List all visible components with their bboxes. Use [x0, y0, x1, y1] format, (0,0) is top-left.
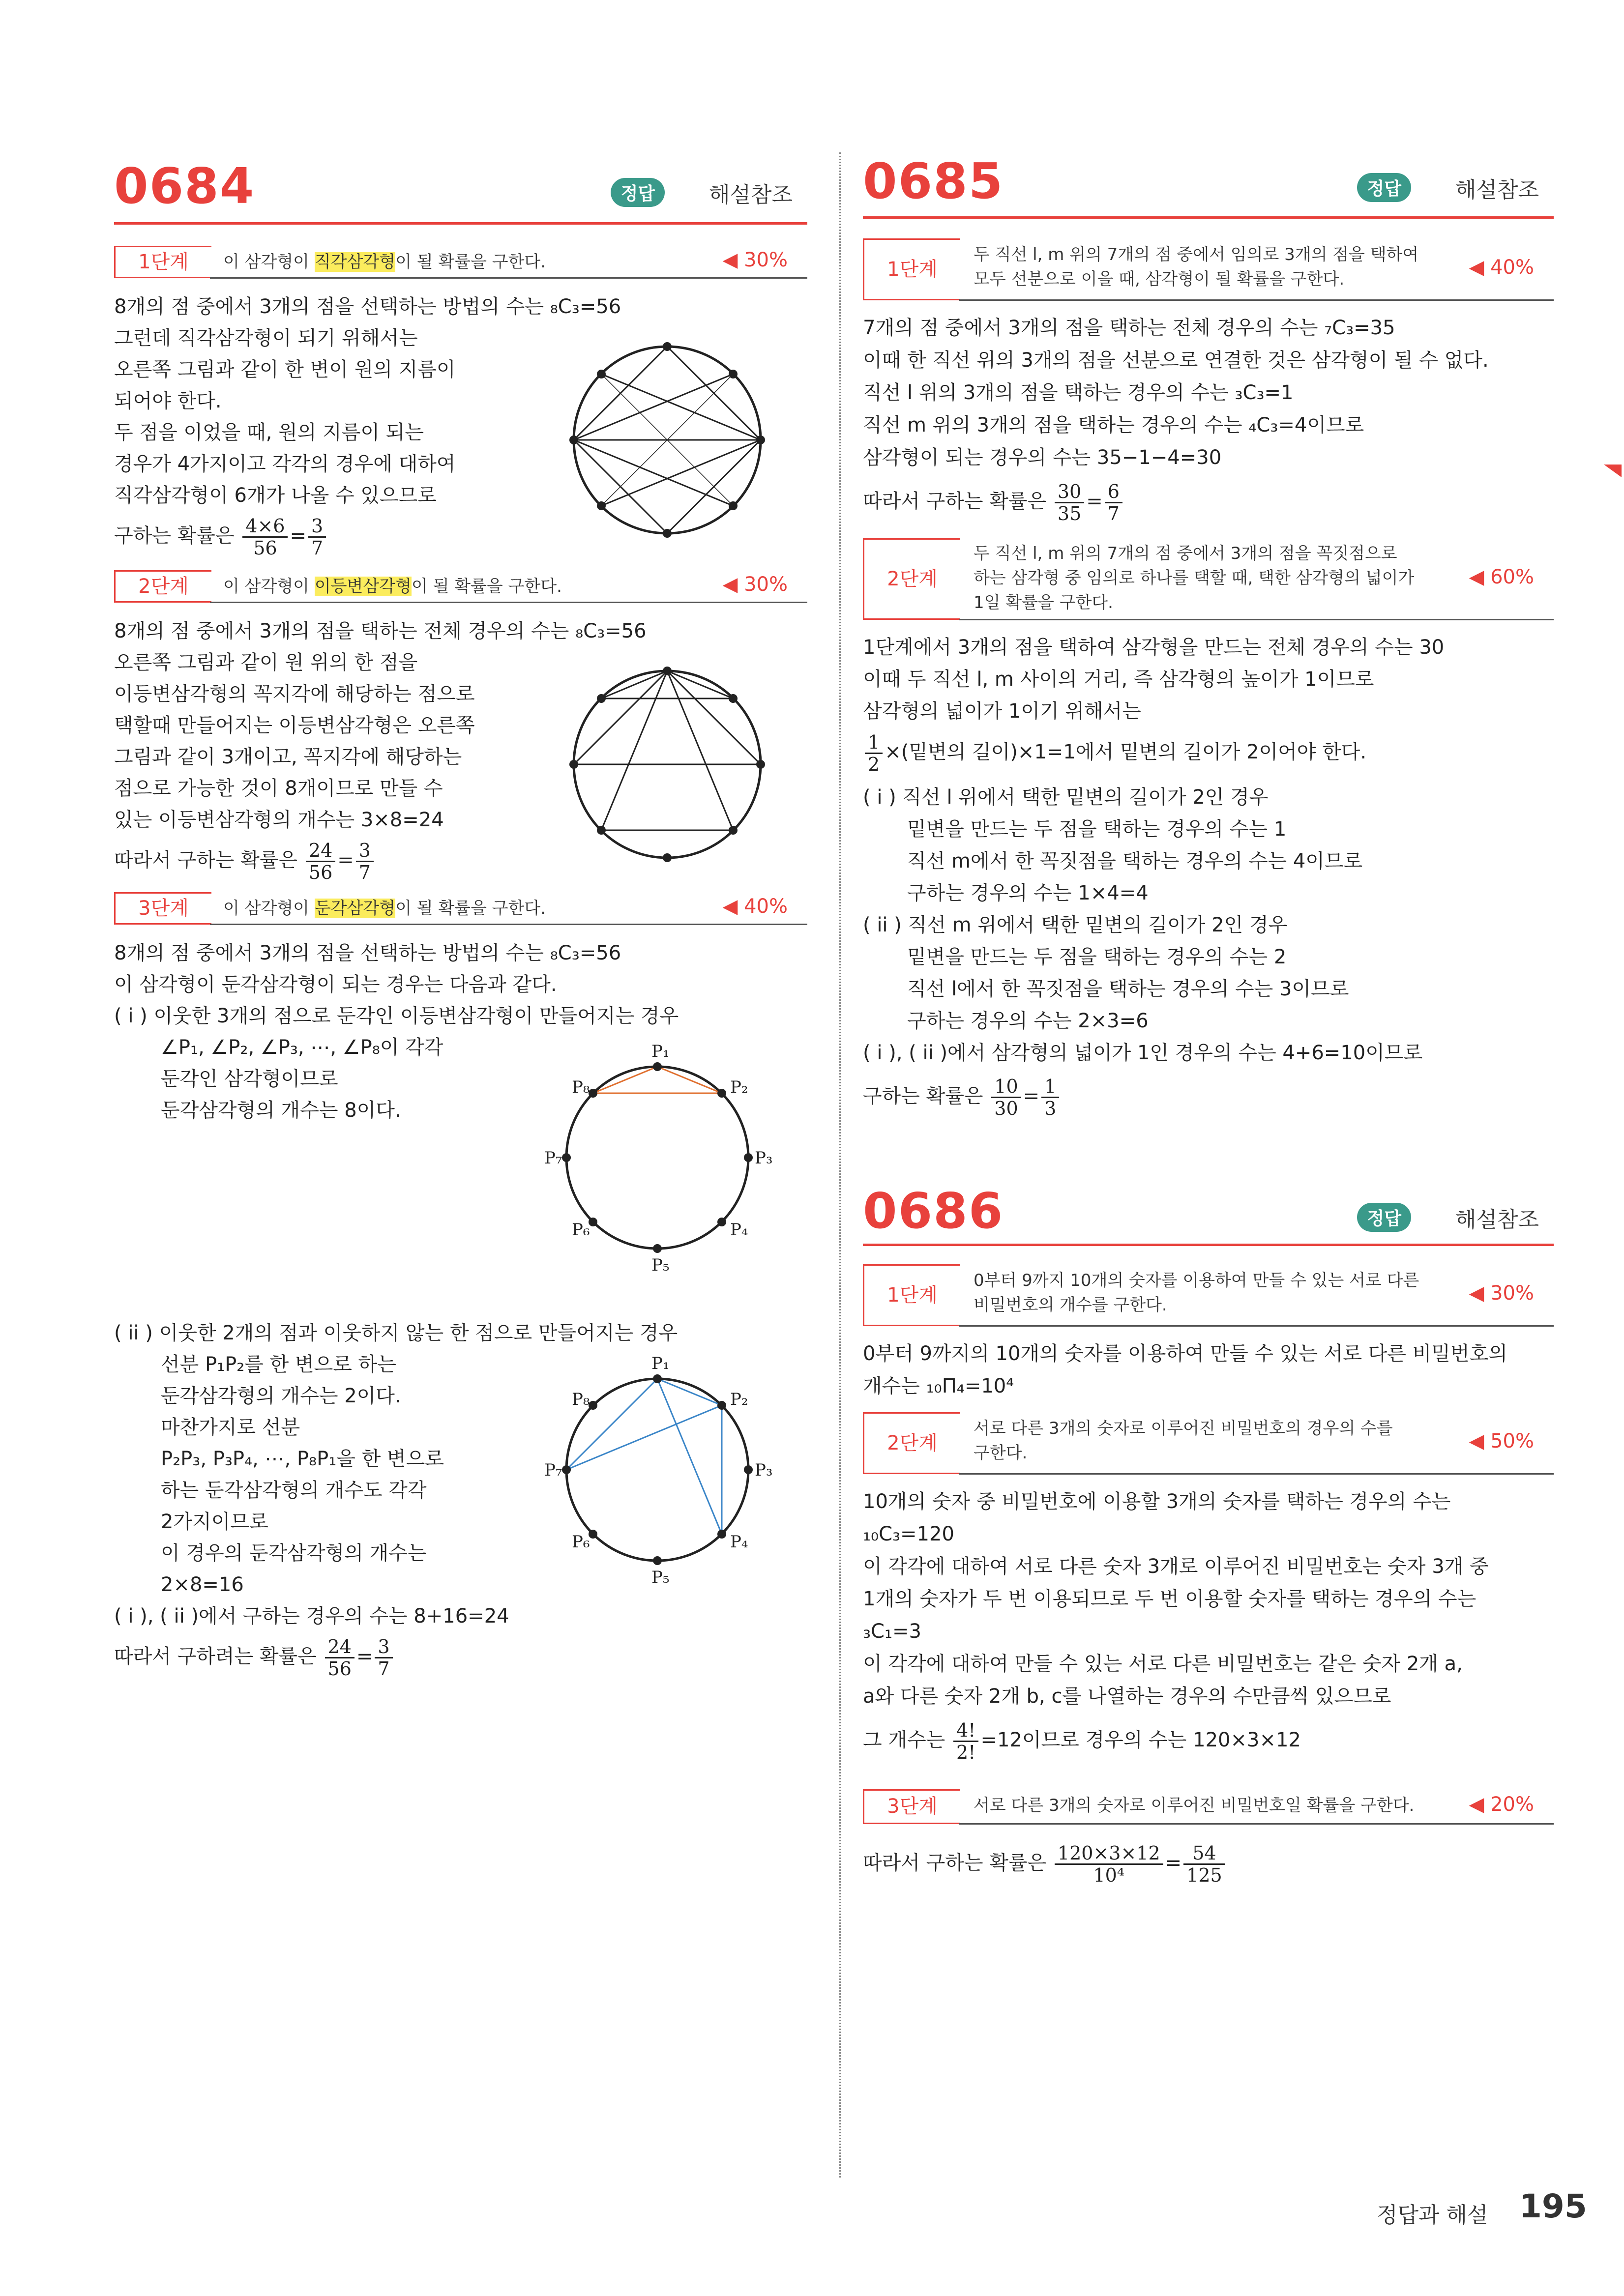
step-label: 1단계 — [863, 1264, 960, 1326]
text-line: 이때 두 직선 l, m 사이의 거리, 즉 삼각형의 높이가 1이므로 — [863, 668, 1374, 691]
text-line: 경우가 4가지이고 각각의 경우에 대하여 — [114, 453, 456, 475]
text-line: 그림과 같이 3개이고, 꼭지각에 해당하는 — [114, 746, 462, 768]
text-line: 8개의 점 중에서 3개의 점을 선택하는 방법의 수는 ₈C₃=56 — [114, 942, 621, 964]
point-label: P₁ — [651, 1042, 670, 1061]
step-percent: ◀ 30% — [722, 573, 788, 596]
problem-header — [114, 157, 807, 216]
fraction: $\frac{4!}{2!}$ — [953, 1720, 978, 1763]
answer-text: 해설참조 — [1455, 1207, 1539, 1232]
step-rule — [959, 299, 1554, 301]
text-line: 마찬가지로 선분 — [161, 1416, 300, 1439]
fraction: $\frac{3}{7}$ — [308, 516, 326, 558]
text-line: 점으로 가능한 것이 8개이므로 만들 수 — [114, 777, 443, 800]
fraction: $\frac{4\times 6}{56}$ — [242, 516, 288, 558]
fraction: $\frac{1}{2}$ — [865, 732, 883, 775]
text-line: 밑변을 만드는 두 점을 택하는 경우의 수는 2 — [907, 946, 1287, 968]
answer-badge: 정답 — [611, 178, 665, 207]
step-percent: ◀ 20% — [1469, 1793, 1534, 1816]
column-divider — [839, 152, 841, 2178]
step-1-header — [863, 1264, 1554, 1328]
fraction: $\frac{10}{30}$ — [991, 1076, 1021, 1119]
text-line: 이등변삼각형의 꼭지각에 해당하는 점으로 — [114, 683, 475, 705]
point-label: P₃ — [755, 1148, 773, 1168]
text-line: 직선 m에서 한 꼭짓점을 택하는 경우의 수는 4이므로 — [907, 850, 1363, 872]
answer-text: 해설참조 — [709, 182, 793, 207]
text-line: ₃C₁=3 — [863, 1620, 921, 1643]
step-label: 1단계 — [863, 238, 960, 300]
text-line: 밑변을 만드는 두 점을 택하는 경우의 수는 1 — [907, 818, 1287, 841]
text-line: 오른쪽 그림과 같이 원 위의 한 점을 — [114, 651, 418, 674]
step-3-header — [863, 1789, 1554, 1826]
header-rule — [863, 216, 1554, 219]
isosceles-triangle-diagram — [564, 659, 770, 870]
step-description: 서로 다른 3개의 숫자로 이루어진 비밀번호일 확률을 구한다. — [974, 1796, 1415, 1815]
step-1-header — [114, 246, 807, 280]
point-label: P₁ — [651, 1354, 670, 1373]
text-line: ( i ) 이웃한 3개의 점으로 둔각인 이등변삼각형이 만들어지는 경우 — [114, 1005, 679, 1027]
text-line: 구하는 경우의 수는 2×3=6 — [907, 1010, 1149, 1032]
text-line: 둔각삼각형의 개수는 8이다. — [161, 1099, 401, 1122]
footer-label: 정답과 해설 — [1377, 2203, 1488, 2228]
result-line: 구하는 확률은 $\frac{10}{30}$ = $\frac{1}{3}$ — [863, 1072, 1061, 1121]
step-2-header — [863, 1412, 1554, 1476]
point-label: P₇ — [544, 1460, 562, 1480]
point-label: P₄ — [730, 1532, 748, 1552]
step-description: 이 삼각형이 직각삼각형이 될 확률을 구한다. — [223, 252, 546, 272]
point-label: P₂ — [730, 1077, 748, 1097]
text-line: 10개의 숫자 중 비밀번호에 이용할 3개의 숫자를 택하는 경우의 수는 — [863, 1490, 1451, 1513]
step-description: 두 직선 l, m 위의 7개의 점 중에서 임의로 3개의 점을 택하여 모두 선분으로 이을 때, 삼각형이 될 확률을 구한다. — [974, 245, 1419, 289]
fraction: $\frac{3}{7}$ — [375, 1636, 392, 1679]
text-line: ( i ) 직선 l 위에서 택한 밑변의 길이가 2인 경우 — [863, 786, 1269, 809]
point-label: P₆ — [572, 1532, 590, 1552]
step-percent: ◀ 30% — [1469, 1282, 1534, 1305]
fraction: $\frac{54}{125}$ — [1183, 1843, 1225, 1886]
step-description: 0부터 9까지 10개의 숫자를 이용하여 만들 수 있는 서로 다른 비밀번호의 개수를 구한다. — [974, 1271, 1419, 1315]
step-description: 두 직선 l, m 위의 7개의 점 중에서 3개의 점을 꼭짓점으로 하는 삼각형 중 임의로 하나를 택할 때, 택한 삼각형의 넓이가 1일 확률을 구한다. — [974, 544, 1415, 612]
step-2-header — [114, 570, 807, 605]
text-line: 직선 l 위의 3개의 점을 택하는 경우의 수는 ₃C₃=1 — [863, 381, 1294, 404]
text-line: P₂P₃, P₃P₄, ⋯, P₈P₁을 한 변으로 — [161, 1448, 444, 1470]
point-label: P₅ — [651, 1255, 670, 1275]
step-rule — [959, 1325, 1554, 1327]
text-line: 둔각인 삼각형이므로 — [161, 1068, 338, 1090]
text-line: ( ii ) 이웃한 2개의 점과 이웃하지 않는 한 점으로 만들어지는 경우 — [114, 1322, 678, 1344]
point-label: P₂ — [730, 1390, 748, 1409]
point-label: P₈ — [572, 1077, 590, 1097]
step-percent: ◀ 40% — [1469, 256, 1534, 279]
result-line: 구하는 확률은 $\frac{4\times 6}{56}$ = $\frac{3}{7}$ — [114, 511, 328, 560]
step-label: 2단계 — [863, 1412, 960, 1474]
text-line: 그런데 직각삼각형이 되기 위해서는 — [114, 327, 418, 349]
text-line: 8개의 점 중에서 3개의 점을 선택하는 방법의 수는 ₈C₃=56 — [114, 295, 621, 318]
fraction: $\frac{24}{56}$ — [306, 840, 335, 883]
problem-number: 0685 — [863, 152, 1004, 210]
fraction: $\frac{6}{7}$ — [1105, 481, 1122, 524]
step-label: 3단계 — [114, 892, 211, 925]
text-line: 있는 이등변삼각형의 개수는 3×8=24 — [114, 809, 444, 831]
step-percent: ◀ 30% — [722, 249, 788, 271]
text-line: 삼각형이 되는 경우의 수는 35−1−4=30 — [863, 446, 1222, 469]
header-rule — [863, 1244, 1554, 1246]
text-line: 선분 P₁P₂를 한 변으로 하는 — [161, 1353, 396, 1376]
step-percent: ◀ 40% — [722, 895, 788, 918]
result-line: 따라서 구하려는 확률은 $\frac{24}{56}$ = $\frac{3}{7}$ — [114, 1632, 395, 1681]
text-line: 2가지이므로 — [161, 1511, 268, 1533]
step-description: 이 삼각형이 둔각삼각형이 될 확률을 구한다. — [223, 899, 546, 918]
answer-text: 해설참조 — [1455, 177, 1539, 203]
text-line: 직각삼각형이 6개가 나올 수 있으므로 — [114, 484, 437, 507]
text-line: 되어야 한다. — [114, 390, 222, 412]
point-label: P₆ — [572, 1220, 590, 1240]
text-line: 7개의 점 중에서 3개의 점을 택하는 전체 경우의 수는 ₇C₃=35 — [863, 317, 1395, 339]
step-label: 1단계 — [114, 246, 211, 278]
text-line: 구하는 경우의 수는 1×4=4 — [907, 882, 1149, 904]
text-line: 그 개수는 $\frac{4!}{2!}$ =12이므로 경우의 수는 120×3×12 — [863, 1719, 1301, 1763]
fraction: $\frac{1}{3}$ — [1041, 1076, 1059, 1119]
text-line: a와 다른 숫자 2개 b, c를 나열하는 경우의 수만큼씩 있으므로 — [863, 1685, 1391, 1708]
problem-number: 0684 — [114, 157, 255, 215]
step-description: 이 삼각형이 이등변삼각형이 될 확률을 구한다. — [223, 577, 562, 596]
step-label: 3단계 — [863, 1789, 960, 1824]
step-percent: ◀ 60% — [1469, 566, 1534, 588]
step-rule — [210, 602, 807, 603]
step-rule — [210, 924, 807, 925]
answer-badge: 정답 — [1357, 173, 1411, 202]
text-line: 1개의 숫자가 두 번 이용되므로 두 번 이용할 숫자를 택하는 경우의 수는 — [863, 1588, 1476, 1610]
step-3-header — [114, 892, 807, 927]
text-line: 직선 l에서 한 꼭짓점을 택하는 경우의 수는 3이므로 — [907, 978, 1349, 1000]
step-description: 서로 다른 3개의 숫자로 이루어진 비밀번호의 경우의 수를 구한다. — [974, 1419, 1393, 1463]
right-triangle-diagram — [564, 334, 770, 546]
problem-number: 0686 — [863, 1182, 1004, 1240]
point-label: P₄ — [730, 1220, 748, 1240]
step-2-header — [863, 538, 1554, 622]
page-edge-marker — [1604, 465, 1622, 477]
text-line: 둔각삼각형의 개수는 2이다. — [161, 1385, 401, 1407]
point-label: P₇ — [544, 1148, 562, 1168]
text-line: 8개의 점 중에서 3개의 점을 택하는 전체 경우의 수는 ₈C₃=56 — [114, 620, 647, 642]
step-percent: ◀ 50% — [1469, 1430, 1534, 1453]
fraction: $\frac{30}{35}$ — [1055, 481, 1084, 524]
fraction: $\frac{120\times 3\times 12}{\text{10⁴}}$ — [1055, 1843, 1163, 1886]
result-line: 따라서 구하는 확률은 $\frac{24}{56}$ = $\frac{3}{7}$ — [114, 836, 376, 885]
text-line: 직선 m 위의 3개의 점을 택하는 경우의 수는 ₄C₃=4이므로 — [863, 414, 1364, 436]
text-line: 오른쪽 그림과 같이 한 변이 원의 지름이 — [114, 358, 456, 381]
text-line: 이 경우의 둔각삼각형의 개수는 — [161, 1542, 427, 1565]
obtuse-case-ii-diagram — [544, 1347, 775, 1602]
text-line: 2×8=16 — [161, 1573, 244, 1596]
step-1-header — [863, 238, 1554, 302]
text-line: ( i ), ( ii )에서 구하는 경우의 수는 8+16=24 — [114, 1605, 509, 1628]
problem-header — [863, 1182, 1554, 1241]
text-line: ₁₀C₃=120 — [863, 1523, 954, 1545]
text-line: 택할때 만들어지는 이등변삼각형은 오른쪽 — [114, 714, 475, 737]
step-label: 2단계 — [863, 538, 960, 620]
text-line: 개수는 ₁₀Π₄=10⁴ — [863, 1375, 1014, 1397]
step-rule — [959, 1473, 1554, 1475]
text-line: 두 점을 이었을 때, 원의 지름이 되는 — [114, 421, 424, 444]
text-line: 이 각각에 대하여 만들 수 있는 서로 다른 비밀번호는 같은 숫자 2개 a, — [863, 1653, 1463, 1675]
fraction: $\frac{3}{7}$ — [356, 840, 374, 883]
obtuse-case-i-diagram — [544, 1035, 775, 1290]
text-line: $\frac{1}{2}$ ×(밑변의 길이)×1=1에서 밑변의 길이가 2이어야 한다. — [863, 727, 1366, 777]
step-rule — [210, 277, 807, 279]
text-line: 하는 둔각삼각형의 개수도 각각 — [161, 1479, 427, 1502]
step-rule — [959, 619, 1554, 620]
page-number: 195 — [1519, 2187, 1587, 2225]
text-line: 이 삼각형이 둔각삼각형이 되는 경우는 다음과 같다. — [114, 973, 557, 996]
text-line: ∠P₁, ∠P₂, ∠P₃, ⋯, ∠P₈이 각각 — [161, 1036, 443, 1059]
result-line: 따라서 구하는 확률은 $\frac{30}{35}$ = $\frac{6}{7}$ — [863, 477, 1124, 526]
text-line: 이 각각에 대하여 서로 다른 숫자 3개로 이루어진 비밀번호는 숫자 3개 중 — [863, 1555, 1489, 1578]
result-line: 따라서 구하는 확률은 $\frac{120\times 3\times 12}{\text{10⁴}}$ = $\frac{54}{125}$ — [863, 1838, 1227, 1888]
problem-header — [863, 152, 1554, 211]
point-label: P₈ — [572, 1390, 590, 1409]
fraction: $\frac{24}{56}$ — [325, 1636, 354, 1679]
step-label: 2단계 — [114, 570, 211, 603]
text-line: 삼각형의 넓이가 1이기 위해서는 — [863, 700, 1141, 723]
text-line: 이때 한 직선 위의 3개의 점을 선분으로 연결한 것은 삼각형이 될 수 없다. — [863, 349, 1489, 372]
text-line: 0부터 9까지의 10개의 숫자를 이용하여 만들 수 있는 서로 다른 비밀번호의 — [863, 1342, 1507, 1365]
text-line: ( i ), ( ii )에서 삼각형의 넓이가 1인 경우의 수는 4+6=10이므로 — [863, 1042, 1423, 1064]
point-label: P₅ — [651, 1568, 670, 1587]
point-label: P₃ — [755, 1460, 773, 1480]
header-rule — [114, 222, 807, 225]
text-line: 1단계에서 3개의 점을 택하여 삼각형을 만드는 전체 경우의 수는 30 — [863, 636, 1445, 659]
text-line: ( ii ) 직선 m 위에서 택한 밑변의 길이가 2인 경우 — [863, 914, 1288, 936]
answer-badge: 정답 — [1357, 1203, 1411, 1232]
step-rule — [959, 1823, 1554, 1825]
